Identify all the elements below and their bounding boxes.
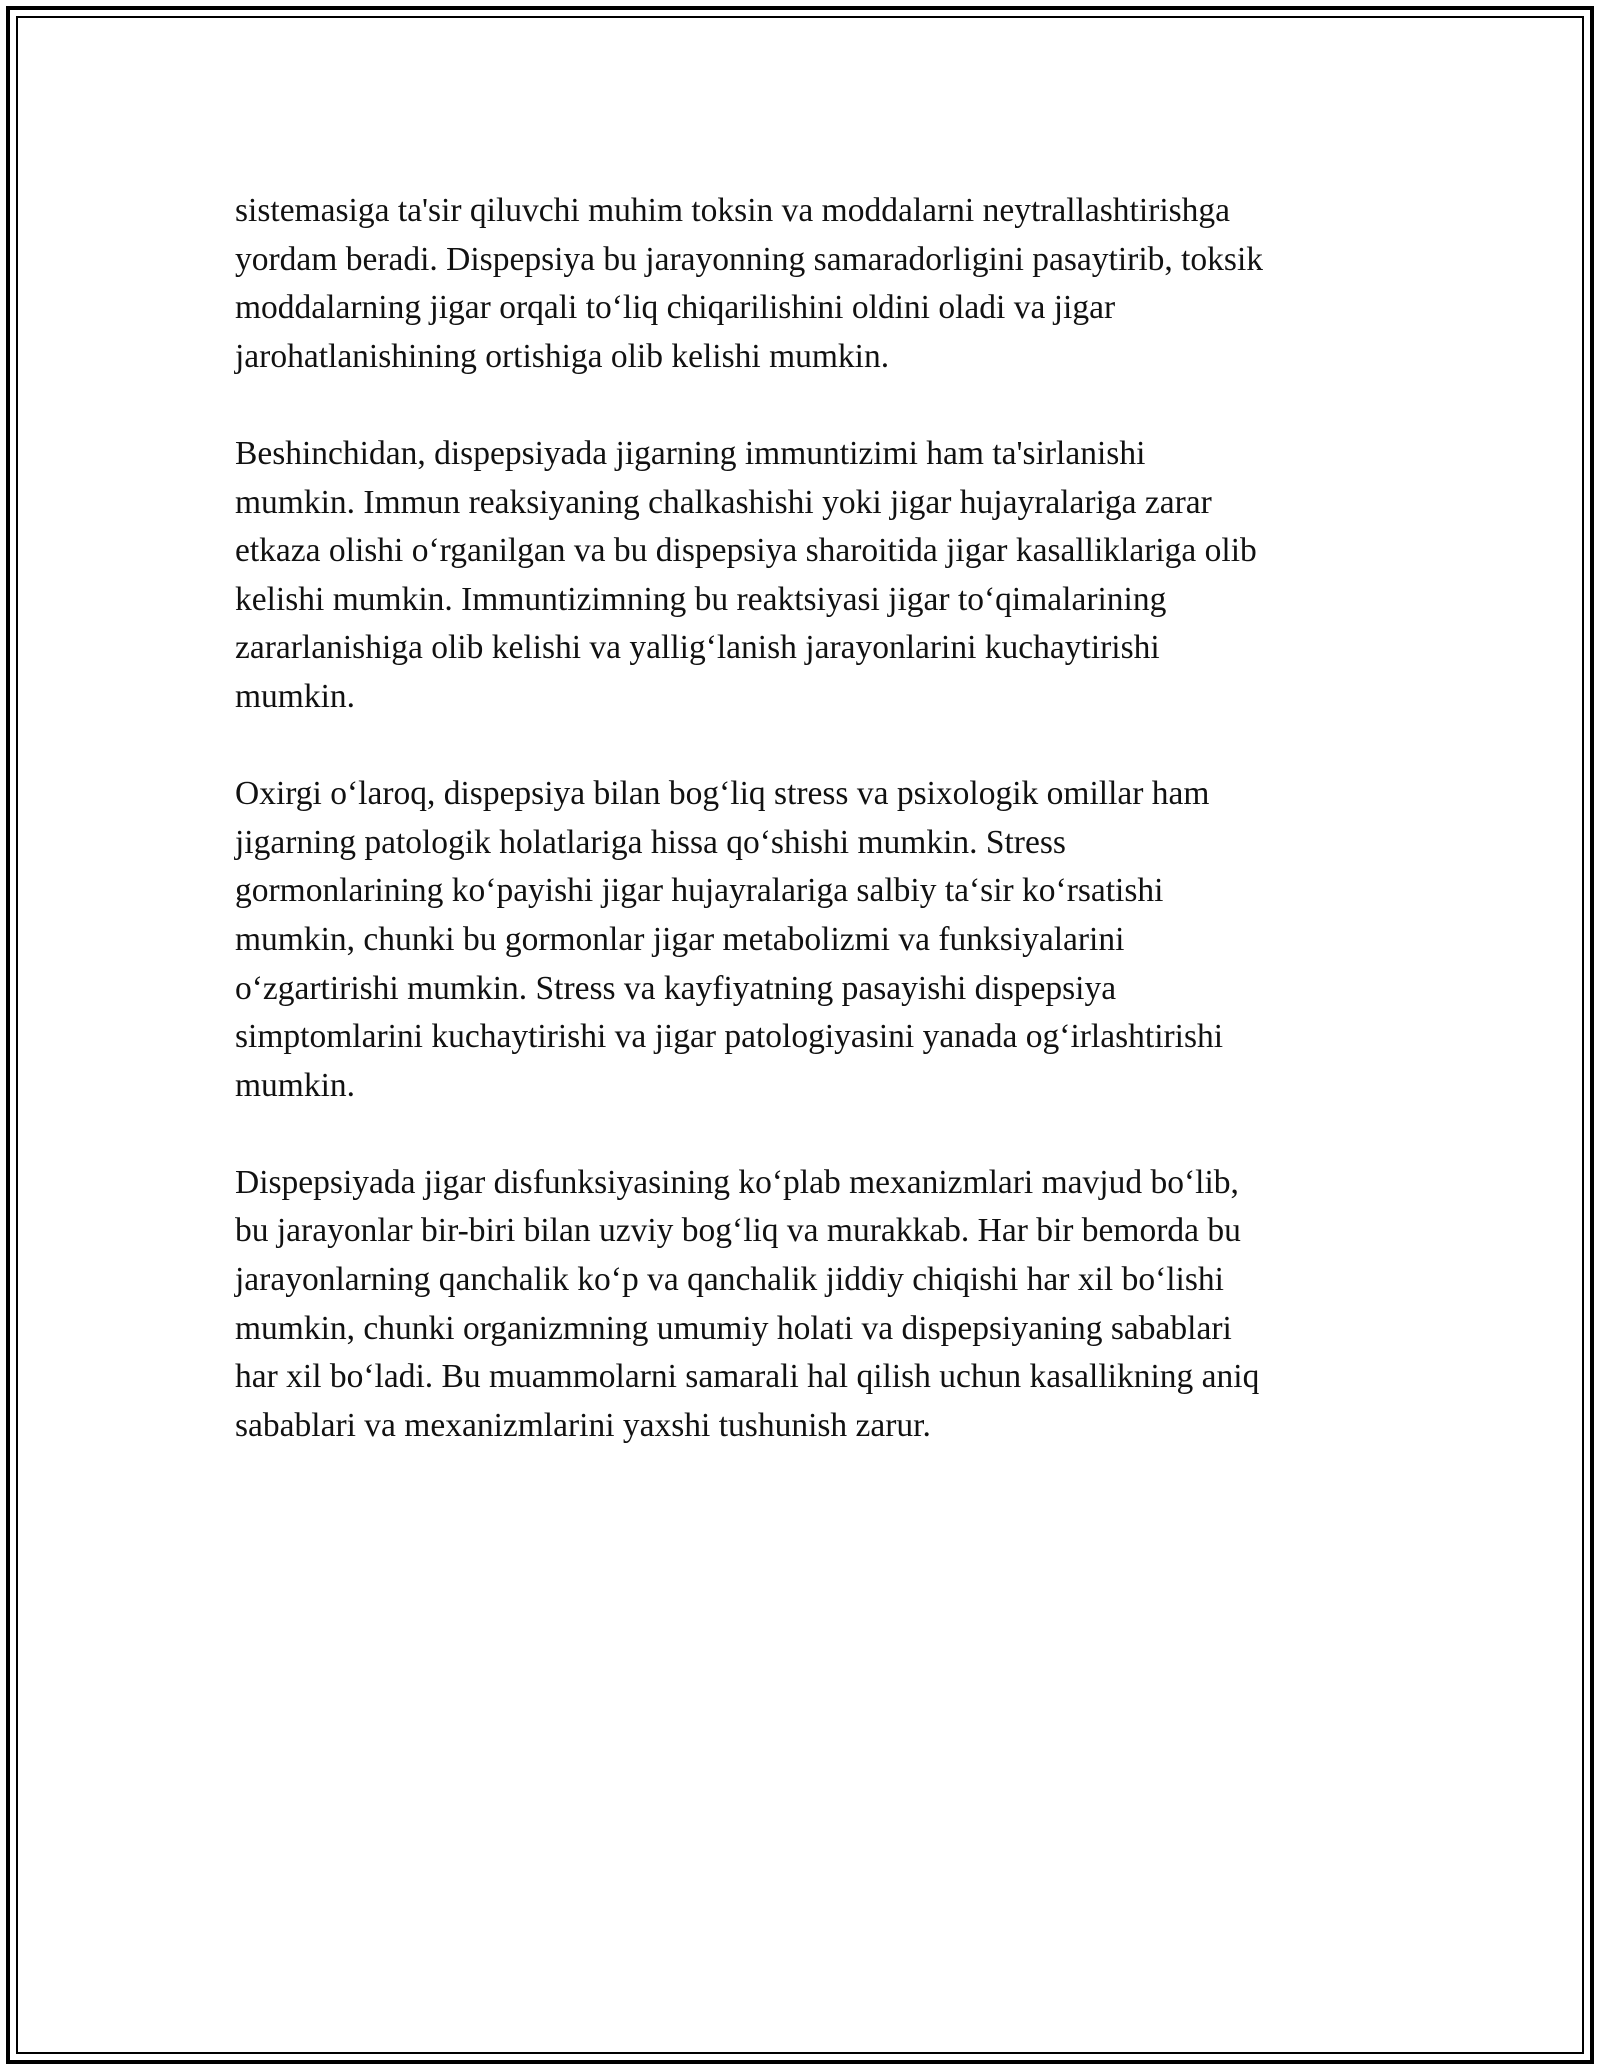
paragraph-1 — [235, 187, 1365, 381]
text-line: mumkin, chunki organizmning umumiy holati va dispepsiyaning sabablari — [235, 1309, 1232, 1347]
text-line: mumkin, chunki bu gormonlar jigar metabolizmi va funksiyalarini — [235, 920, 1125, 958]
text-line: Beshinchidan, dispepsiyada jigarning immuntizimi ham ta'sirlanishi — [235, 434, 1146, 472]
text-line: mumkin. Immun reaksiyaning chalkashishi yoki jigar hujayralariga zarar — [235, 483, 1212, 521]
text-line: sabablari va mexanizmlarini yaxshi tushunish zarur. — [235, 1406, 931, 1444]
paragraph-3 — [235, 770, 1365, 1110]
text-line: jarayonlarning qanchalik ko‘p va qanchalik jiddiy chiqishi har xil bo‘lishi — [235, 1261, 1224, 1299]
paragraph-2 — [235, 430, 1365, 722]
text-line: sistemasiga ta'sir qiluvchi muhim toksin va moddalarni neytrallashtirishga — [235, 192, 1231, 229]
text-line: Oxirgi o‘laroq, dispepsiya bilan bog‘liq stress va psixologik omillar ham — [235, 775, 1210, 813]
text-line: har xil bo‘ladi. Bu muammolarni samarali hal qilish uchun kasallikning aniq — [235, 1358, 1260, 1396]
paragraph-4 — [235, 1159, 1365, 1451]
text-line: mumkin. — [235, 677, 356, 715]
text-line: kelishi mumkin. Immuntizimning bu reaktsiyasi jigar to‘qimalarining — [235, 580, 1167, 618]
text-line: jigarning patologik holatlariga hissa qo‘shishi mumkin. Stress — [235, 823, 1066, 861]
text-line: moddalarning jigar orqali to‘liq chiqarilishini oldini oladi va jigar — [235, 289, 1116, 327]
text-line: jarohatlanishining ortishiga olib kelishi mumkin. — [235, 337, 890, 375]
text-line: yordam beradi. Dispepsiya bu jarayonning samaradorligini pasaytirib, toksik — [235, 240, 1264, 278]
text-line: bu jarayonlar bir-biri bilan uzviy bog‘liq va murakkab. Har bir bemorda bu — [235, 1212, 1241, 1250]
document-body — [235, 187, 1365, 1499]
text-line: simptomlarini kuchaytirishi va jigar patologiyasini yanada og‘irlashtirishi — [235, 1018, 1224, 1056]
text-line: mumkin. — [235, 1066, 356, 1104]
text-line: o‘zgartirishi mumkin. Stress va kayfiyatning pasayishi dispepsiya — [235, 969, 1117, 1007]
text-line: etkaza olishi o‘rganilgan va bu dispepsiya sharoitida jigar kasalliklariga olib — [235, 532, 1257, 570]
text-line: gormonlarining ko‘payishi jigar hujayralariga salbiy ta‘sir ko‘rsatishi — [235, 872, 1164, 910]
text-line: zararlanishiga olib kelishi va yallig‘lanish jarayonlarini kuchaytirishi — [235, 629, 1160, 667]
text-line: Dispepsiyada jigar disfunksiyasining ko‘plab mexanizmlari mavjud bo‘lib, — [235, 1163, 1239, 1201]
